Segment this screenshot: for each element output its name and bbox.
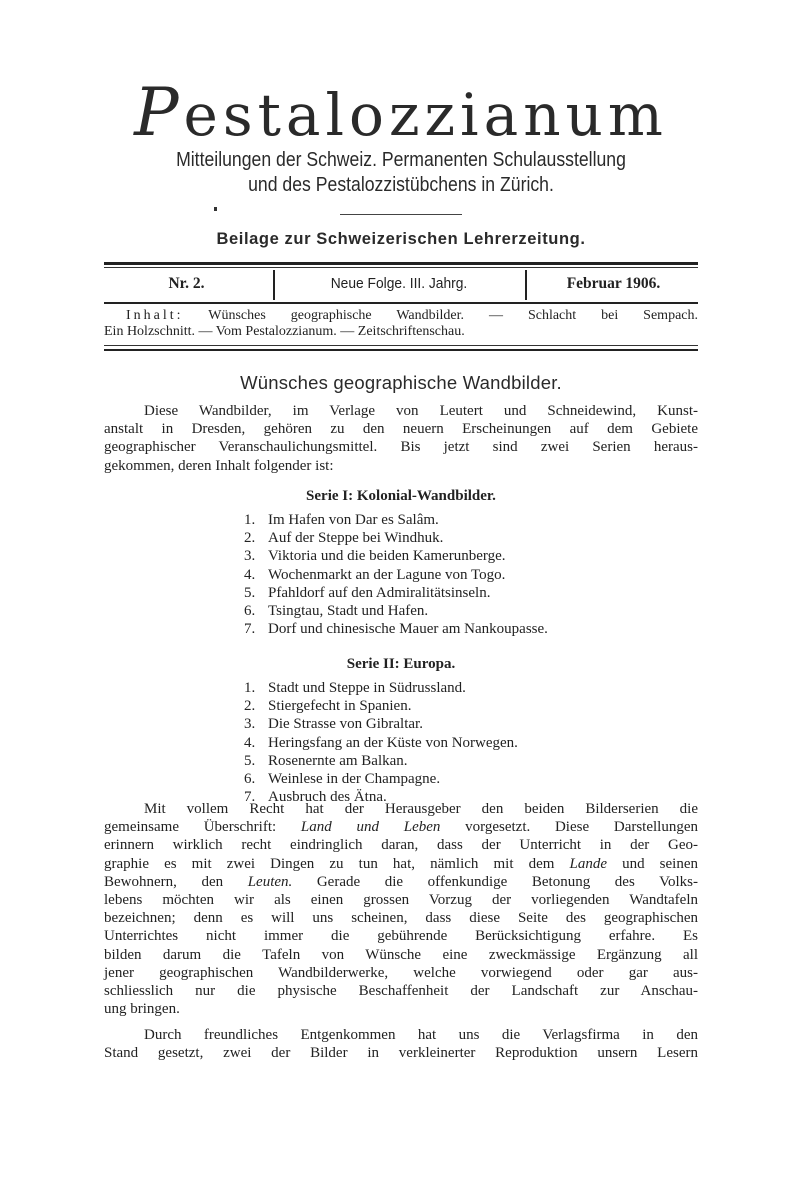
masthead-subtitle-line1: Mitteilungen der Schweiz. Permanenten Schulausstellung [176, 148, 626, 171]
text-line: geographischer Veranschaulichungsmittel. Bis jetzt sind zwei Serien heraus- [104, 439, 698, 456]
header-rule-top [104, 262, 698, 265]
item-text: Auf der Steppe bei Windhuk. [268, 530, 444, 547]
issue-series: Neue Folge. III. Jahrg. [330, 275, 468, 292]
item-number: 6. [244, 603, 256, 620]
contents-line1 [104, 308, 698, 324]
item-text: Pfahldorf auf den Admiralitätsinseln. [268, 584, 491, 601]
list-item [244, 715, 684, 733]
emphasis: Land und Leben [300, 819, 441, 836]
list-item [244, 566, 684, 584]
table-of-contents [104, 308, 698, 340]
series-1-list [244, 511, 684, 638]
item-number: 6. [244, 771, 256, 788]
item-text: Tsingtau, Stadt und Hafen. [268, 603, 429, 620]
item-number: 2. [244, 530, 256, 547]
list-item [244, 511, 684, 529]
issue-date: Februar 1906. [566, 275, 661, 292]
list-item [244, 679, 684, 697]
contents-line2: Ein Holzschnitt. — Vom Pestalozzianum. — Zeitschriftenschau. [104, 324, 465, 339]
closing-paragraph [104, 1026, 698, 1062]
list-item [244, 602, 684, 620]
list-item [244, 620, 684, 638]
contents-text1: Wünsches geographische Wandbilder. — Schlacht bei Sempach. [208, 308, 698, 323]
issue-divider [273, 270, 275, 300]
masthead-subtitle-line2: und des Pestalozzistübchens in Zürich. [248, 173, 554, 196]
series-2-list [244, 679, 684, 806]
list-item [244, 734, 684, 752]
item-number: 4. [244, 566, 256, 583]
item-number: 2. [244, 698, 256, 715]
item-number: 3. [244, 716, 256, 733]
text-line: Diese Wandbilder, im Verlage von Leutert und Schneidewind, Kunst- [144, 403, 698, 419]
short-divider [340, 214, 462, 215]
text-line: Unterrichtes nicht immer die gebührende Berücksichtigung erfahre. Es [104, 928, 698, 945]
item-text: Heringsfang an der Küste von Norwegen. [268, 734, 518, 751]
item-number: 1. [244, 512, 256, 528]
item-number: 4. [244, 734, 256, 751]
item-text: Dorf und chinesische Mauer am Nankoupasse. [268, 621, 548, 638]
contents-label: Inhalt: [126, 308, 184, 323]
list-item [244, 529, 684, 547]
item-text: Rosenernte am Balkan. [268, 752, 408, 769]
text-line: gemeinsame Überschrift: Land und Leben vorgesetzt. Diese Darstellungen [104, 819, 699, 836]
text-line: ung bringen. [104, 1001, 180, 1018]
item-number: 1. [244, 680, 256, 696]
text-line: graphie es mit zwei Dingen zu tun hat, nämlich mit dem Lande und seinen [104, 855, 699, 872]
article-heading: Wünsches geographische Wandbilder. [240, 372, 562, 393]
item-number: 7. [244, 621, 256, 638]
text-line: anstalt in Dresden, gehören zu den neuern Erscheinungen auf dem Gebiete [104, 421, 698, 438]
text-line: schliesslich nur die physische Beschaffenheit der Landschaft zur Anschau- [104, 983, 698, 1000]
item-text: Die Strasse von Gibraltar. [268, 716, 423, 733]
text-line: gekommen, deren Inhalt folgender ist: [104, 457, 334, 474]
list-item [244, 697, 684, 715]
text-line: bilden darum die Tafeln von Wünsche eine zweckmässige Ergänzung all [104, 946, 698, 963]
supplement-line: Beilage zur Schweizerischen Lehrerzeitung. [216, 230, 586, 248]
emphasis: Leuten. [247, 873, 293, 890]
header-rule-bottom [104, 345, 698, 346]
item-text: Ausbruch des Ätna. [268, 789, 387, 806]
item-number: 7. [244, 789, 256, 806]
item-text: Stadt und Steppe in Südrussland. [268, 680, 466, 696]
text-line: jener geographischen Wandbilderwerke, welche vorwiegend oder gar aus- [104, 964, 698, 981]
text-line: Bewohnern, den Leuten. Gerade die offenkundige Betonung des Volks- [104, 873, 698, 890]
title-initial: P [134, 74, 184, 151]
body-paragraph [104, 800, 698, 1018]
list-item [244, 547, 684, 565]
item-text: Stiergefecht in Spanien. [268, 698, 412, 715]
item-number: 3. [244, 548, 256, 565]
list-item [244, 584, 684, 602]
list-item [244, 770, 684, 788]
masthead-title [104, 74, 698, 151]
text-line: Stand gesetzt, zwei der Bilder in verkleinerter Reproduktion unsern Lesern [104, 1045, 698, 1062]
issue-info-row [104, 268, 698, 300]
item-text: Viktoria und die beiden Kamerunberge. [268, 548, 506, 565]
series-2-heading: Serie II: Europa. [346, 656, 456, 672]
header-rule-mid [104, 302, 698, 304]
text-line: erinnern wirklich recht eindringlich daran, dass der Unterricht in der Geo- [104, 837, 698, 854]
item-number: 5. [244, 584, 256, 601]
issue-divider [525, 270, 527, 300]
issue-number: Nr. 2. [168, 275, 205, 292]
print-speck [214, 207, 217, 211]
item-number: 5. [244, 752, 256, 769]
text-line: lebens möchten wir als einen grossen Vorzug der vorliegenden Wandtafeln [104, 892, 698, 909]
text-line: Durch freundliches Entgenkommen hat uns die Verlagsfirma in den [144, 1027, 698, 1043]
text-line: Mit vollem Recht hat der Herausgeber den beiden Bilderserien die [144, 801, 698, 817]
item-text: Im Hafen von Dar es Salâm. [268, 512, 439, 528]
text-line: bezeichnen; denn es will uns scheinen, dass diese Seite des geographischen [104, 910, 698, 927]
title-rest: estalozzianum [183, 81, 668, 149]
item-text: Weinlese in der Champagne. [268, 771, 441, 788]
item-text: Wochenmarkt an der Lagune von Togo. [268, 566, 506, 583]
series-1-heading: Serie I: Kolonial-Wandbilder. [306, 488, 496, 504]
list-item [244, 752, 684, 770]
emphasis: Lande [569, 855, 607, 872]
intro-paragraph [104, 402, 698, 475]
